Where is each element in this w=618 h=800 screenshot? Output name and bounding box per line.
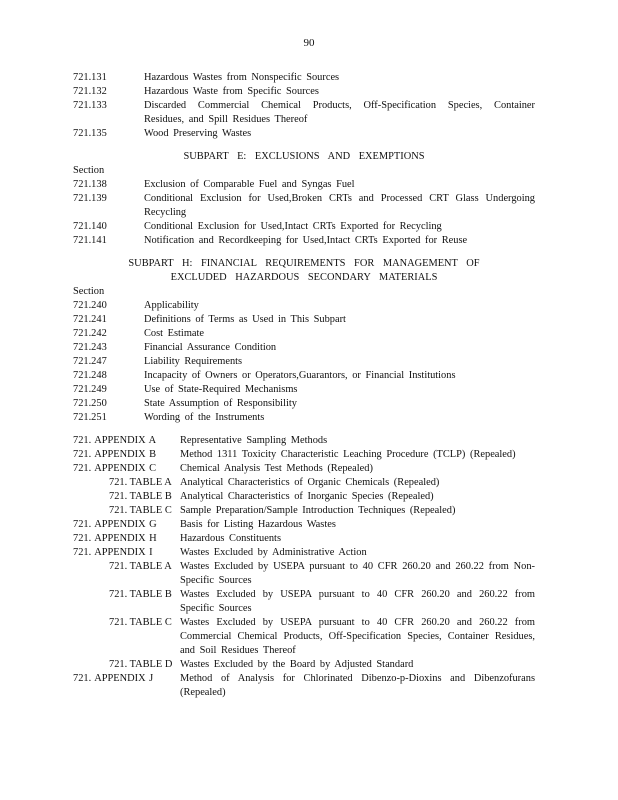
section-number: 721.250 [73, 398, 107, 409]
section-number: 721.243 [73, 342, 107, 353]
table-of-contents [73, 71, 535, 700]
section-title: Definitions of Terms as Used in This Subpart [144, 314, 346, 325]
appendix-title: Representative Sampling Methods [180, 435, 328, 446]
toc-entry [73, 127, 535, 141]
section-title: Discarded Commercial Chemical Products, Off-Specification Species, Container Residues, and Spill Residues Thereof [144, 100, 535, 125]
section-title: Notification and Recordkeeping for Used,Intact CRTs Exported for Reuse [144, 235, 468, 246]
appendix-title: Method of Analysis for Chlorinated Dibenzo-p-Dioxins and Dibenzofurans (Repealed) [180, 673, 535, 698]
table-title: Analytical Characteristics of Inorganic Species (Repealed) [180, 491, 434, 502]
appendix-title: Hazardous Constituents [180, 533, 281, 544]
appendix-number: 721. APPENDIX J [73, 673, 154, 684]
appendix-entry [73, 546, 535, 560]
appendix-entry [73, 518, 535, 532]
subpart-e-heading: SUBPART E: EXCLUSIONS AND EXEMPTIONS [183, 151, 425, 162]
appendix-entry [73, 448, 535, 462]
appendix-entry [73, 672, 535, 700]
table-entry [73, 560, 535, 588]
toc-entry [73, 397, 535, 411]
section-title: State Assumption of Responsibility [144, 398, 297, 409]
toc-entry [73, 327, 535, 341]
appendix-entry [73, 532, 535, 546]
toc-entry [73, 355, 535, 369]
toc-entry [73, 71, 535, 85]
toc-entry [73, 85, 535, 99]
section-title: Wording of the Instruments [144, 412, 265, 423]
page-number: 90 [303, 37, 315, 49]
section-title: Hazardous Wastes from Nonspecific Sources [144, 72, 340, 83]
section-title: Cost Estimate [144, 328, 205, 339]
appendix-title: Method 1311 Toxicity Characteristic Leaching Procedure (TCLP) (Repealed) [180, 449, 516, 460]
section-label: Section [73, 286, 105, 297]
section-number: 721.251 [73, 412, 107, 423]
toc-entry [73, 178, 535, 192]
appendix-number: 721. APPENDIX H [73, 533, 157, 544]
table-number: 721. TABLE A [109, 477, 172, 488]
section-title: Wood Preserving Wastes [144, 128, 252, 139]
appendix-title: Chemical Analysis Test Methods (Repealed) [180, 463, 373, 474]
table-title: Wastes Excluded by USEPA pursuant to 40 CFR 260.20 and 260.22 from Specific Sources [180, 589, 535, 614]
section-number: 721.242 [73, 328, 107, 339]
appendix-number: 721. APPENDIX G [73, 519, 157, 530]
table-entry [73, 504, 535, 518]
section-number: 721.132 [73, 86, 107, 97]
section-number: 721.240 [73, 300, 107, 311]
toc-entry [73, 383, 535, 397]
appendix-title: Basis for Listing Hazardous Wastes [180, 519, 336, 530]
table-entry [73, 490, 535, 504]
toc-entry [73, 299, 535, 313]
table-number: 721. TABLE B [109, 589, 172, 600]
section-title: Conditional Exclusion for Used,Broken CRTs and Processed CRT Glass Undergoing Recycling [144, 193, 535, 218]
section-number: 721.135 [73, 128, 107, 139]
section-label: Section [73, 165, 105, 176]
toc-entry [73, 369, 535, 383]
section-title: Conditional Exclusion for Used,Intact CRTs Exported for Recycling [144, 221, 442, 232]
section-number: 721.139 [73, 193, 107, 204]
table-number: 721. TABLE A [109, 561, 172, 572]
section-title: Exclusion of Comparable Fuel and Syngas Fuel [144, 179, 355, 190]
section-number: 721.248 [73, 370, 107, 381]
table-entry [73, 476, 535, 490]
section-number: 721.141 [73, 235, 107, 246]
section-title: Applicability [144, 300, 199, 311]
toc-entry [73, 220, 535, 234]
section-number: 721.131 [73, 72, 107, 83]
toc-entry [73, 341, 535, 355]
section-title: Use of State-Required Mechanisms [144, 384, 298, 395]
table-number: 721. TABLE B [109, 491, 172, 502]
appendix-number: 721. APPENDIX A [73, 435, 157, 446]
appendix-title: Wastes Excluded by Administrative Action [180, 547, 367, 558]
appendix-number: 721. APPENDIX B [73, 449, 157, 460]
subpart-h-heading-line2: EXCLUDED HAZARDOUS SECONDARY MATERIALS [170, 272, 438, 283]
section-title: Incapacity of Owners or Operators,Guarantors, or Financial Institutions [144, 370, 456, 381]
toc-entry [73, 99, 535, 127]
table-number: 721. TABLE D [109, 659, 173, 670]
table-title: Wastes Excluded by USEPA pursuant to 40 CFR 260.20 and 260.22 from Commercial Chemical Products, Off-Specification Species, Container Residues, and Soil Residues Thereof [180, 617, 535, 656]
table-entry [73, 588, 535, 616]
appendix-entry [73, 434, 535, 448]
table-title: Wastes Excluded by the Board by Adjusted Standard [180, 659, 414, 670]
appendix-entry [73, 462, 535, 476]
table-title: Analytical Characteristics of Organic Chemicals (Repealed) [180, 477, 440, 488]
appendix-number: 721. APPENDIX I [73, 547, 153, 558]
appendix-number: 721. APPENDIX C [73, 463, 157, 474]
table-number: 721. TABLE C [109, 505, 172, 516]
section-number: 721.138 [73, 179, 107, 190]
section-title: Hazardous Waste from Specific Sources [144, 86, 319, 97]
section-number: 721.140 [73, 221, 107, 232]
table-title: Sample Preparation/Sample Introduction Techniques (Repealed) [180, 505, 456, 516]
section-number: 721.133 [73, 100, 107, 111]
table-title: Wastes Excluded by USEPA pursuant to 40 CFR 260.20 and 260.22 from Non-Specific Sources [180, 561, 535, 586]
toc-entry [73, 192, 535, 220]
table-entry [73, 616, 535, 658]
table-entry [73, 658, 535, 672]
section-number: 721.247 [73, 356, 107, 367]
toc-entry [73, 234, 535, 248]
table-number: 721. TABLE C [109, 617, 172, 628]
toc-entry [73, 313, 535, 327]
section-number: 721.249 [73, 384, 107, 395]
subpart-h-heading-line1: SUBPART H: FINANCIAL REQUIREMENTS FOR MANAGEMENT OF [128, 258, 480, 269]
section-title: Financial Assurance Condition [144, 342, 277, 353]
section-number: 721.241 [73, 314, 107, 325]
section-title: Liability Requirements [144, 356, 243, 367]
toc-entry [73, 411, 535, 425]
